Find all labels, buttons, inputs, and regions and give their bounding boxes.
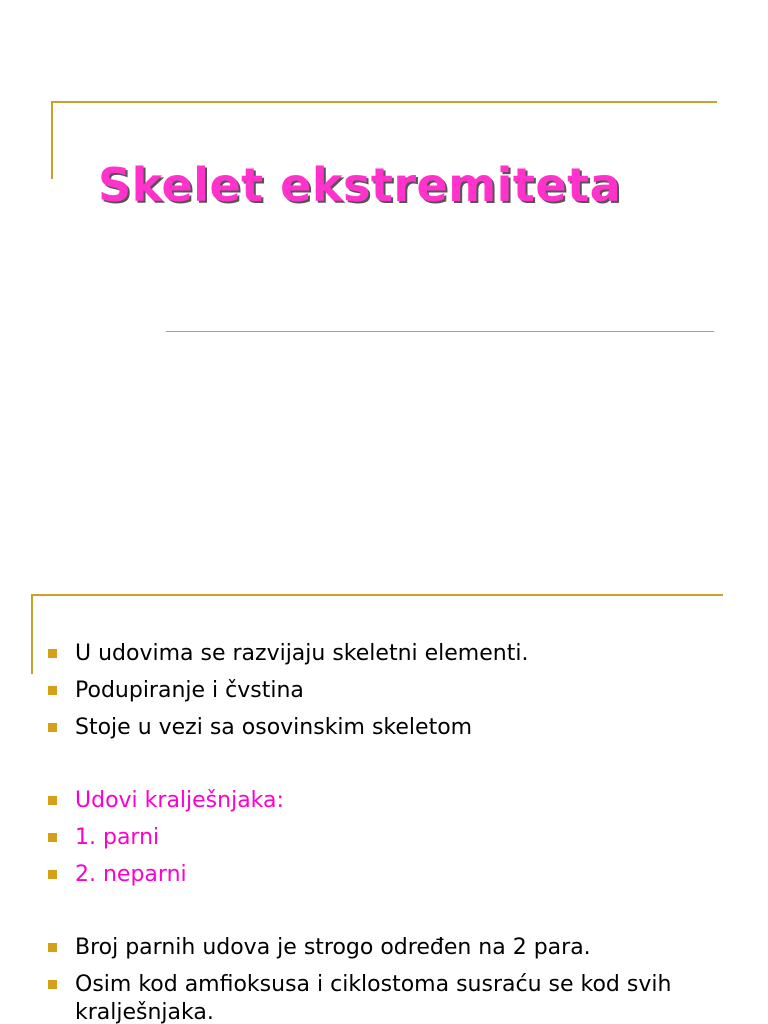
square-bullet-icon: [48, 870, 57, 879]
bullet-item: [46, 861, 746, 898]
bullet-item: [46, 640, 746, 677]
slide-title: Skelet ekstremiteta: [98, 158, 622, 212]
square-bullet-icon: [48, 649, 57, 658]
bullet-list: [46, 640, 746, 1024]
bullet-text: Udovi kralješnjaka:: [75, 788, 284, 813]
bullet-item: [46, 934, 746, 971]
top-horizontal-rule: [51, 101, 717, 103]
square-bullet-icon: [48, 943, 57, 952]
bullet-item: [46, 714, 746, 751]
bullet-text: U udovima se razvijaju skeletni elementi.: [75, 641, 529, 666]
square-bullet-icon: [48, 796, 57, 805]
left-vertical-rule: [31, 594, 33, 674]
bullet-item: [46, 677, 746, 714]
square-bullet-icon: [48, 723, 57, 732]
title-underline-rule: [166, 331, 714, 332]
left-vertical-rule: [51, 101, 53, 179]
bullet-text: Stoje u vezi sa osovinskim skeletom: [75, 715, 473, 740]
bullet-text: 1. parni: [75, 825, 160, 850]
bullet-text: 2. neparni: [75, 862, 187, 887]
square-bullet-icon: [48, 980, 57, 989]
bullet-continuation: [46, 999, 746, 1024]
bullet-item: [46, 787, 746, 824]
content-slide: [0, 560, 768, 1024]
bullet-text: Podupiranje i čvstina: [75, 678, 304, 703]
bullet-text: Broj parnih udova je strogo određen na 2 para.: [75, 935, 591, 960]
top-horizontal-rule: [31, 594, 723, 596]
square-bullet-icon: [48, 833, 57, 842]
bullet-item: [46, 824, 746, 861]
bullet-item: [46, 971, 746, 999]
bullet-text: Osim kod amfioksusa i ciklostoma susraću se kod svih: [75, 972, 672, 997]
bullet-text: kralješnjaka.: [75, 1000, 214, 1024]
square-bullet-icon: [48, 686, 57, 695]
